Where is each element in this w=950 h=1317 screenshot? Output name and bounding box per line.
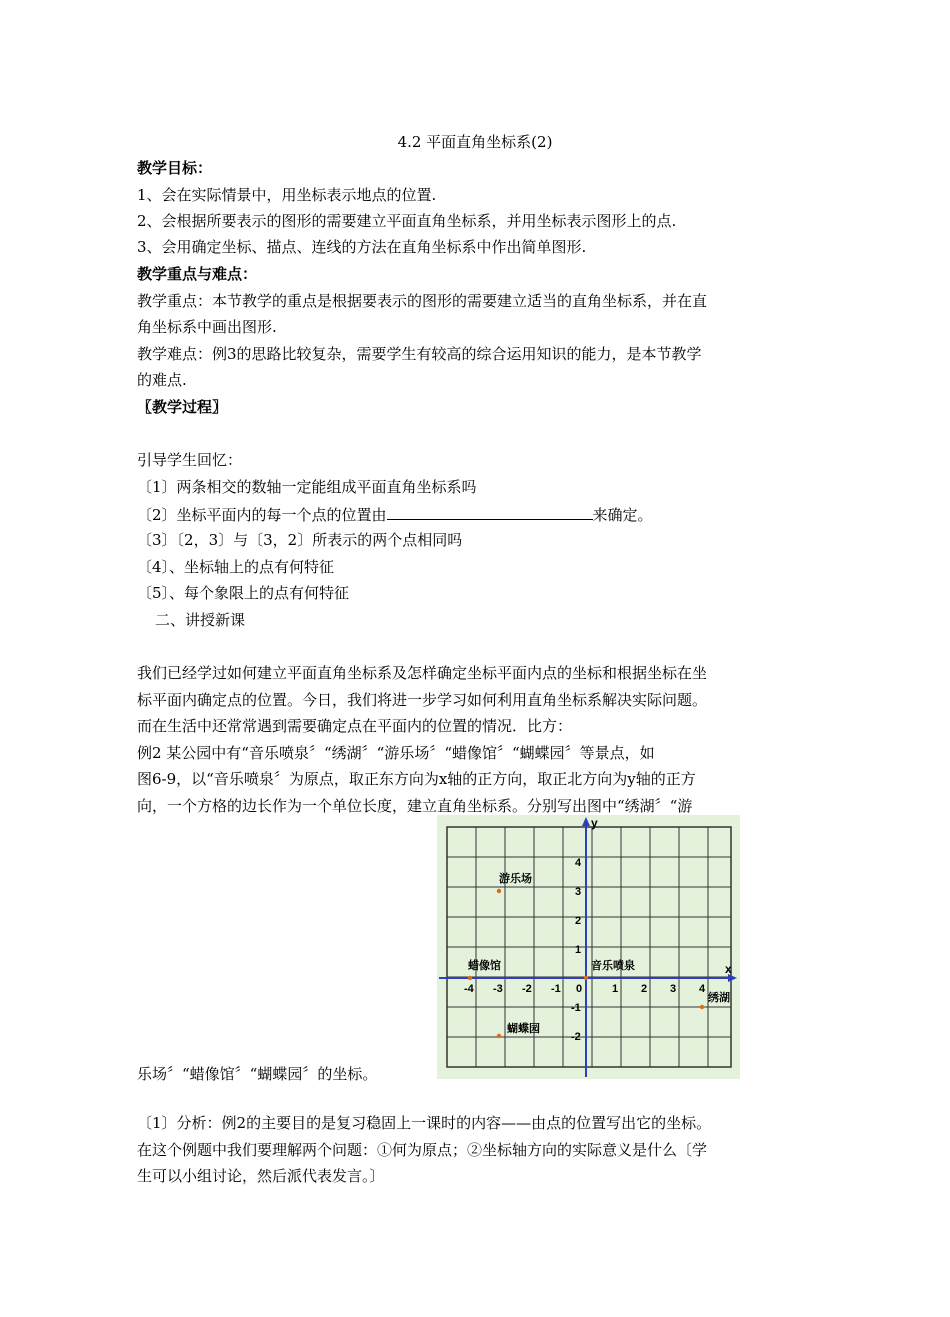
paragraph-line-2: 标平面内确定点的位置。今日，我们将进一步学习如何利用直角坐标系解决实际问题。 [137, 691, 708, 709]
x-tick-label: 1 [612, 983, 619, 995]
answer-blank[interactable] [387, 504, 593, 520]
key-point-line-2: 角坐标系中画出图形. [137, 318, 277, 336]
x-tick-label: -4 [464, 983, 474, 995]
x-tick-label: 3 [670, 983, 677, 995]
coordinate-figure [437, 815, 740, 1079]
data-point [700, 1005, 704, 1009]
paragraph-line-1: 我们已经学过如何建立平面直角坐标系及怎样确定坐标平面内点的坐标和根据坐标在坐 [137, 664, 708, 682]
difficulty-line-1: 教学难点：例3的思路比较复杂，需要学生有较高的综合运用知识的能力，是本节教学 [137, 345, 702, 363]
process-heading: 〖教学过程〗 [137, 398, 228, 416]
review-question-1: 〔1〕两条相交的数轴一定能组成平面直角坐标系吗 [137, 478, 477, 496]
point-label: 蜡像馆 [468, 959, 501, 972]
origin-label: 0 [576, 983, 583, 995]
paragraph-line-3: 而在生活中还常常遇到需要确定点在平面内的位置的情况．比方： [137, 717, 573, 735]
x-axis-label: x [725, 962, 732, 976]
data-point [497, 889, 501, 893]
objective-item-3: 3、会用确定坐标、描点、连线的方法在直角坐标系中作出简单图形. [137, 238, 587, 256]
y-tick-label: 3 [575, 886, 582, 898]
focus-heading: 教学重点与难点： [137, 265, 258, 283]
data-point [468, 976, 472, 980]
review-question-5: 〔5〕、每个象限上的点有何特征 [137, 584, 350, 602]
example-line-4: 乐场〞“蜡像馆〞“蝴蝶园〞的坐标。 [137, 1065, 378, 1083]
x-tick-label: -2 [522, 983, 532, 995]
example-line-1: 例2 某公园中有“音乐喷泉〞“绣湖〞“游乐场〞“蜡像馆〞“蝴蝶园〞等景点，如 [137, 744, 655, 762]
y-tick-label: 2 [575, 915, 582, 927]
y-tick-label: 4 [575, 857, 582, 869]
analysis-line-2: 在这个例题中我们要理解两个问题：①何为原点；②坐标轴方向的实际意义是什么〔学 [137, 1141, 708, 1159]
point-label: 蝴蝶园 [507, 1022, 540, 1035]
point-label: 音乐喷泉 [591, 959, 635, 972]
objectives-heading: 教学目标： [137, 159, 213, 177]
analysis-line-3: 生可以小组讨论，然后派代表发言。〕 [137, 1167, 385, 1185]
question-2-ending: 来确定。 [592, 506, 653, 524]
example-line-2: 图6-9，以“音乐喷泉〞为原点，取正东方向为x轴的正方向，取正北方向为y轴的正方 [137, 770, 696, 788]
data-point [584, 976, 588, 980]
y-tick-label: -1 [571, 1002, 581, 1014]
objective-item-1: 1、会在实际情景中，用坐标表示地点的位置. [137, 186, 437, 204]
review-question-2 [137, 504, 653, 525]
key-point-line-1: 教学重点：本节教学的重点是根据要表示的图形的需要建立适当的直角坐标系，并在直 [137, 292, 708, 310]
point-label: 游乐场 [499, 872, 532, 885]
x-tick-label: -1 [551, 983, 561, 995]
section-heading: 二、讲授新课 [155, 611, 246, 629]
difficulty-line-2: 的难点. [137, 371, 187, 389]
x-tick-label: 4 [699, 983, 706, 995]
x-tick-label: 2 [641, 983, 648, 995]
review-question-4: 〔4〕、坐标轴上的点有何特征 [137, 558, 335, 576]
y-tick-label: 1 [575, 944, 582, 956]
objective-item-2: 2、会根据所要表示的图形的需要建立平面直角坐标系，并用坐标表示图形上的点. [137, 212, 677, 230]
y-tick-label: -2 [571, 1031, 581, 1043]
review-question-3: 〔3〕〔2，3〕与〔3，2〕所表示的两个点相同吗 [137, 531, 463, 549]
analysis-line-1: 〔1〕分析：例2的主要目的是复习稳固上一课时的内容——由点的位置写出它的坐标。 [137, 1114, 712, 1132]
point-label: 绣湖 [708, 991, 730, 1004]
x-tick-label: -3 [493, 983, 503, 995]
page-title: 4.2 平面直角坐标系(2) [397, 133, 553, 151]
review-intro: 引导学生回忆： [137, 451, 243, 469]
example-line-3: 向，一个方格的边长作为一个单位长度，建立直角坐标系。分别写出图中“绣湖〞“游 [137, 797, 693, 815]
data-point [497, 1034, 501, 1038]
y-axis-arrow [582, 817, 590, 826]
y-axis-label: y [591, 816, 598, 830]
coordinate-grid-svg [437, 815, 740, 1079]
question-2-text: 〔2〕坐标平面内的每一个点的位置由 [137, 506, 387, 524]
